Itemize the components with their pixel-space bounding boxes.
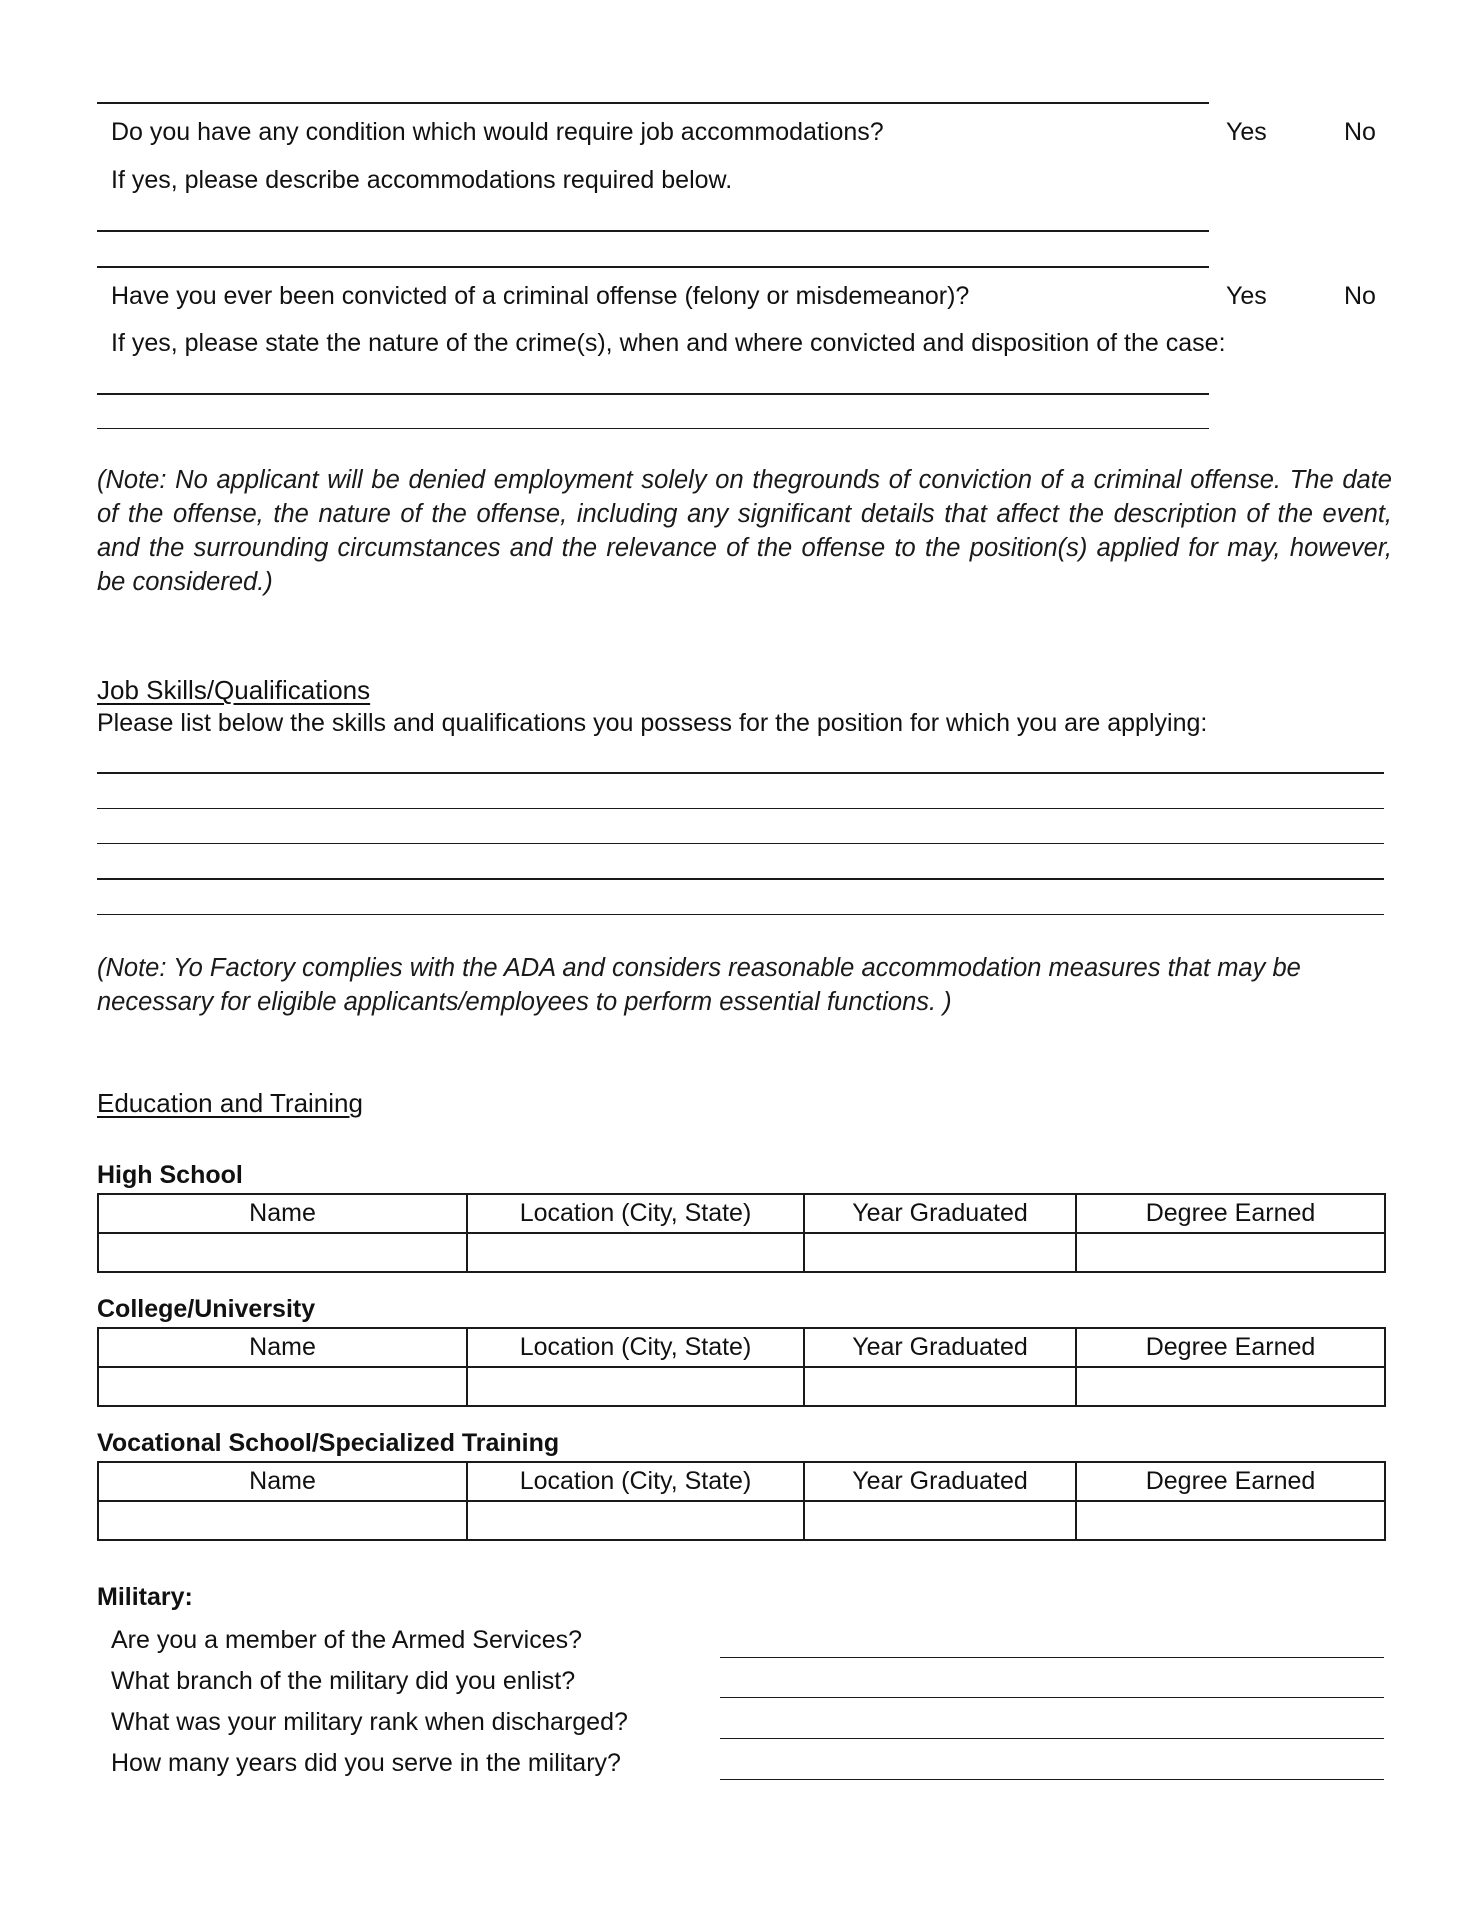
accommodations-answer-line-1[interactable] [97,230,1209,232]
military-question-years: How many years did you serve in the military? [111,1749,621,1777]
name-cell[interactable] [98,1501,467,1540]
column-header-name: Name [98,1328,467,1367]
degree-cell[interactable] [1076,1233,1385,1272]
skills-answer-line-5[interactable] [97,914,1384,915]
column-header-degree: Degree Earned [1076,1462,1385,1501]
military-question-branch: What branch of the military did you enlist? [111,1667,576,1695]
name-cell[interactable] [98,1233,467,1272]
degree-cell[interactable] [1076,1501,1385,1540]
military-heading: Military: [97,1583,193,1611]
skills-answer-line-3[interactable] [97,843,1384,844]
column-header-location: Location (City, State) [467,1194,804,1233]
column-header-year: Year Graduated [804,1194,1076,1233]
conviction-yes-option[interactable]: Yes [1226,282,1267,310]
conviction-answer-line-1[interactable] [97,393,1209,395]
skills-answer-line-4[interactable] [97,878,1384,880]
skills-answer-line-2[interactable] [97,808,1384,809]
skills-answer-line-1[interactable] [97,772,1384,774]
table-row [98,1233,1385,1272]
column-header-year: Year Graduated [804,1462,1076,1501]
college-table [97,1327,1386,1407]
column-header-degree: Degree Earned [1076,1194,1385,1233]
location-cell[interactable] [467,1501,804,1540]
accommodations-answer-line-2[interactable] [97,266,1209,268]
top-rule [97,102,1209,104]
column-header-location: Location (City, State) [467,1328,804,1367]
high-school-title: High School [97,1161,243,1189]
military-answer-rank[interactable] [720,1738,1384,1739]
location-cell[interactable] [467,1233,804,1272]
accommodations-followup: If yes, please describe accommodations required below. [111,166,733,194]
degree-cell[interactable] [1076,1367,1385,1406]
conviction-note: (Note: No applicant will be denied employment solely on thegrounds of conviction of a criminal offense. The date of the offense, the nature of the offense, including any significant details that affect the description of the event, and the surrounding circumstances and the relevance of the offense to the position(s) applied for may, however, be considered.) [97,466,1392,596]
conviction-followup: If yes, please state the nature of the crime(s), when and where convicted and disposition of the case: [111,329,1226,357]
military-answer-member[interactable] [720,1657,1384,1658]
year-cell[interactable] [804,1233,1076,1272]
column-header-degree: Degree Earned [1076,1328,1385,1367]
column-header-name: Name [98,1462,467,1501]
military-answer-years[interactable] [720,1779,1384,1780]
column-header-location: Location (City, State) [467,1462,804,1501]
table-row [98,1367,1385,1406]
vocational-title: Vocational School/Specialized Training [97,1429,560,1457]
conviction-answer-line-2[interactable] [97,428,1209,429]
skills-heading: Job Skills/Qualifications [97,675,371,705]
military-question-member: Are you a member of the Armed Services? [111,1626,583,1654]
column-header-year: Year Graduated [804,1328,1076,1367]
accommodations-no-option[interactable]: No [1344,118,1376,146]
year-cell[interactable] [804,1367,1076,1406]
location-cell[interactable] [467,1367,804,1406]
high-school-table [97,1193,1386,1273]
ada-note: (Note: Yo Factory complies with the ADA and considers reasonable accommodation measures that may be necessary for eligible applicants/employees to perform essential functions. ) [97,954,1301,1016]
name-cell[interactable] [98,1367,467,1406]
education-heading: Education and Training [97,1088,363,1118]
conviction-question: Have you ever been convicted of a criminal offense (felony or misdemeanor)? [111,282,970,310]
vocational-table [97,1461,1386,1541]
table-header-row [98,1328,1385,1367]
table-row [98,1501,1385,1540]
conviction-no-option[interactable]: No [1344,282,1376,310]
year-cell[interactable] [804,1501,1076,1540]
military-answer-branch[interactable] [720,1697,1384,1698]
table-header-row [98,1194,1385,1233]
military-question-rank: What was your military rank when discharged? [111,1708,628,1736]
college-title: College/University [97,1295,316,1323]
skills-instruction: Please list below the skills and qualifications you possess for the position for which you are applying: [97,709,1208,737]
accommodations-yes-option[interactable]: Yes [1226,118,1267,146]
column-header-name: Name [98,1194,467,1233]
table-header-row [98,1462,1385,1501]
accommodations-question: Do you have any condition which would require job accommodations? [111,118,884,146]
